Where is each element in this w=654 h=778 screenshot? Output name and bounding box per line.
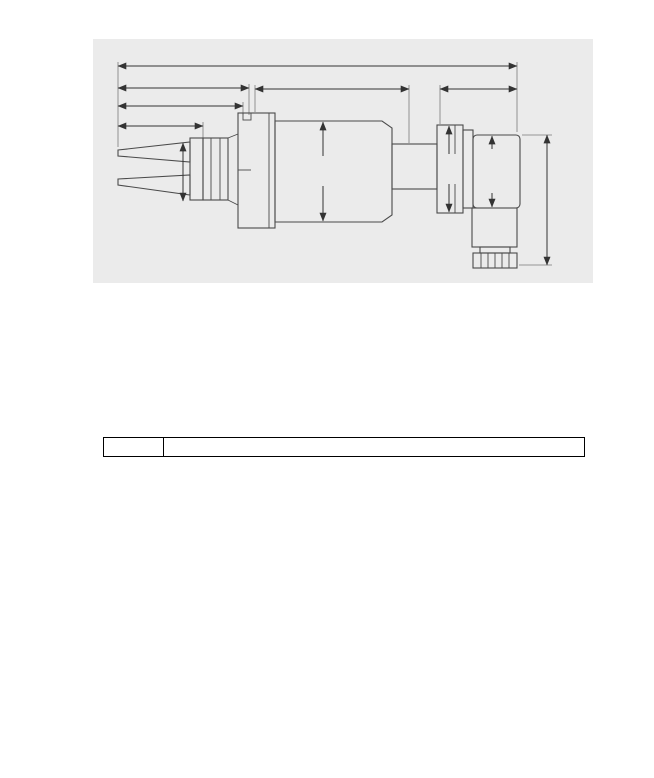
spacer-ring <box>463 130 473 208</box>
fork-collar <box>190 138 203 200</box>
model-code-cell <box>103 437 164 457</box>
neck <box>392 144 437 189</box>
fork-prong-upper <box>118 142 190 162</box>
dimension-diagram <box>93 39 593 283</box>
model-desc-cell <box>163 437 585 457</box>
selection-table <box>103 436 585 668</box>
connector-lower <box>472 208 517 247</box>
main-body <box>275 121 392 222</box>
device-outline <box>118 113 520 268</box>
gland-neck <box>480 247 510 253</box>
dimension-lines <box>118 66 547 265</box>
hex-nut <box>238 113 275 228</box>
hex-notch <box>243 113 251 120</box>
fork-prong-lower <box>118 175 190 195</box>
thread-section <box>203 138 228 200</box>
drawing-panel <box>93 39 593 283</box>
